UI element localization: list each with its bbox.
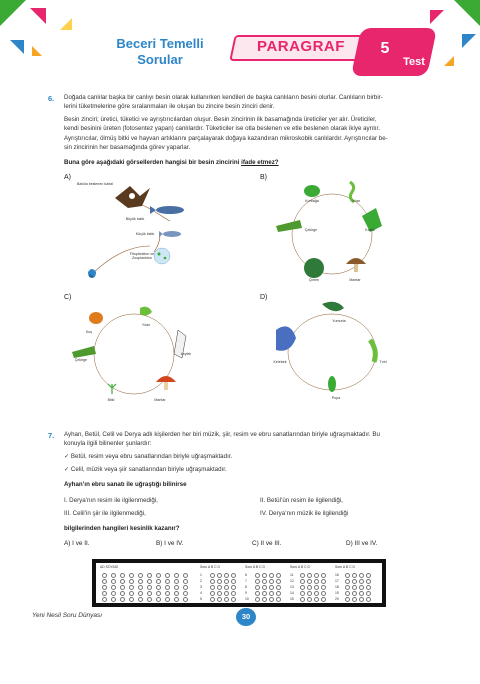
- answer-bubble[interactable]: [269, 591, 274, 596]
- question-6-stem-emphasis: ifade etmez?: [241, 159, 279, 166]
- answer-bubble[interactable]: [217, 573, 222, 578]
- answer-bubble[interactable]: [307, 597, 312, 602]
- fact-1-text: Betül, resim veya ebru sanatlarından biriyle uğraşmaktadır.: [70, 453, 233, 460]
- name-bubble[interactable]: [102, 573, 107, 578]
- question-6-stem: [64, 158, 444, 167]
- answer-bubble[interactable]: [321, 591, 326, 596]
- name-bubble[interactable]: [138, 591, 143, 596]
- name-bubble[interactable]: [120, 585, 125, 590]
- answer-bubble[interactable]: [276, 579, 281, 584]
- answer-bubble[interactable]: [276, 573, 281, 578]
- answer-bubble[interactable]: [366, 597, 371, 602]
- name-bubble[interactable]: [183, 573, 188, 578]
- name-bubble[interactable]: [165, 579, 170, 584]
- answer-bubble[interactable]: [352, 591, 357, 596]
- name-bubble[interactable]: [183, 597, 188, 602]
- question-number-label: 18: [335, 585, 339, 589]
- answer-bubble[interactable]: [217, 579, 222, 584]
- name-bubble[interactable]: [156, 597, 161, 602]
- check-icon: ✓: [64, 466, 70, 473]
- option-b-label-2: Yılan: [351, 199, 361, 203]
- name-bubble[interactable]: [129, 573, 134, 578]
- question-number-label: 20: [335, 597, 339, 601]
- answer-bubble[interactable]: [269, 579, 274, 584]
- name-bubble[interactable]: [147, 591, 152, 596]
- answer-column-header: Soru A B C D: [245, 565, 265, 569]
- option-a-label-5: Su: [88, 274, 94, 278]
- answer-bubble[interactable]: [300, 579, 305, 584]
- name-bubble[interactable]: [147, 579, 152, 584]
- question-number-label: 7: [245, 579, 247, 583]
- name-bubble[interactable]: [138, 579, 143, 584]
- question-number-label: 15: [290, 597, 294, 601]
- fact-2: [64, 466, 227, 473]
- question-number-label: 13: [290, 585, 294, 589]
- answer-bubble[interactable]: [359, 585, 364, 590]
- answer-bubble[interactable]: [262, 585, 267, 590]
- section-title-line1: Beceri Temelli: [116, 36, 204, 51]
- name-bubble[interactable]: [129, 585, 134, 590]
- section-title: [104, 36, 216, 68]
- option-c-label-6: Mantar: [154, 398, 166, 402]
- name-bubble[interactable]: [183, 585, 188, 590]
- answer-bubble[interactable]: [352, 579, 357, 584]
- option-c-letter[interactable]: C): [64, 294, 72, 301]
- name-bubble[interactable]: [156, 573, 161, 578]
- caterpillar-icon: [370, 340, 375, 362]
- name-bubble[interactable]: [165, 585, 170, 590]
- name-bubble[interactable]: [138, 573, 143, 578]
- option-d-life-cycle-diagram: [266, 296, 396, 408]
- answer-bubble[interactable]: [269, 585, 274, 590]
- snake-icon: [140, 307, 152, 316]
- answer-bubble[interactable]: [224, 585, 229, 590]
- answer-bubble[interactable]: [255, 597, 260, 602]
- answer-bubble[interactable]: [366, 585, 371, 590]
- q6-p2-line4: sin zincirinin her basamağında görev yaparlar.: [64, 144, 191, 152]
- answer-sheet: [96, 563, 382, 603]
- option-c-label-2: Yılan: [141, 323, 151, 327]
- answer-bubble[interactable]: [262, 579, 267, 584]
- answer-bubble[interactable]: [300, 597, 305, 602]
- answer-bubble[interactable]: [210, 597, 215, 602]
- question-number-label: 19: [335, 591, 339, 595]
- answer-bubble[interactable]: [314, 597, 319, 602]
- name-bubble[interactable]: [129, 597, 134, 602]
- name-bubble[interactable]: [147, 573, 152, 578]
- section-title-line2: Sorular: [137, 52, 183, 67]
- option-a-label-3: Küçük balık: [135, 232, 155, 236]
- answer-d[interactable]: D) III ve IV.: [346, 540, 378, 547]
- name-bubble[interactable]: [129, 591, 134, 596]
- answer-bubble[interactable]: [276, 591, 281, 596]
- answer-column-header: Soru A B C D: [290, 565, 310, 569]
- answer-bubble[interactable]: [210, 579, 215, 584]
- name-bubble[interactable]: [183, 579, 188, 584]
- answer-bubble[interactable]: [276, 585, 281, 590]
- fact-2-text: Celil, müzik veya şiir sanatlarından biriyle uğraşmaktadır.: [70, 466, 227, 473]
- answer-column-header: Soru A B C D: [200, 565, 220, 569]
- answer-bubble[interactable]: [352, 597, 357, 602]
- name-bubble[interactable]: [102, 585, 107, 590]
- answer-bubble[interactable]: [231, 579, 236, 584]
- question-number-label: 6: [245, 573, 247, 577]
- answer-bubble[interactable]: [359, 579, 364, 584]
- question-6-paragraph-2: [64, 115, 444, 153]
- name-bubble[interactable]: [111, 573, 116, 578]
- answer-bubble[interactable]: [366, 573, 371, 578]
- answer-bubble[interactable]: [321, 597, 326, 602]
- question-number-label: 4: [200, 591, 202, 595]
- answer-bubble[interactable]: [321, 585, 326, 590]
- grass-icon: [304, 258, 324, 278]
- answer-bubble[interactable]: [262, 597, 267, 602]
- answer-bubble[interactable]: [231, 591, 236, 596]
- answer-bubble[interactable]: [359, 597, 364, 602]
- small-fish-icon: [159, 231, 181, 237]
- name-bubble[interactable]: [111, 579, 116, 584]
- test-number: 5: [380, 40, 390, 57]
- name-bubble[interactable]: [165, 597, 170, 602]
- option-c-label-4: Leylek: [180, 352, 192, 356]
- answer-bubble[interactable]: [345, 585, 350, 590]
- answer-bubble[interactable]: [321, 579, 326, 584]
- option-a-label-1: Balıkla beslenen kartal: [76, 182, 114, 186]
- q6-p2-line3: Ayrıştırıcılar, ölmüş bitki ve hayvan artıklarını parçalayarak doğaya kazandıran mikroskobik canlılardır. Ayrıştırıcılar be-: [64, 134, 388, 142]
- option-c-label-3: Çekirge: [74, 358, 88, 362]
- question-number-label: 2: [200, 579, 202, 583]
- answer-bubble[interactable]: [276, 597, 281, 602]
- name-bubble[interactable]: [165, 573, 170, 578]
- answer-bubble[interactable]: [307, 591, 312, 596]
- name-bubble[interactable]: [120, 597, 125, 602]
- pupa-icon: [328, 376, 336, 392]
- answer-bubble[interactable]: [217, 585, 222, 590]
- question-7-item-4: IV. Derya’nın müzik ile ilgilendiği: [260, 510, 349, 517]
- answer-bubble[interactable]: [359, 573, 364, 578]
- answer-b[interactable]: B) I ve IV.: [156, 540, 184, 547]
- name-bubble[interactable]: [183, 591, 188, 596]
- test-label: Test: [403, 56, 425, 68]
- name-bubble[interactable]: [111, 591, 116, 596]
- name-bubble[interactable]: [120, 579, 125, 584]
- option-c-label-1: Kuş: [85, 330, 93, 334]
- answer-bubble[interactable]: [352, 585, 357, 590]
- option-d-label-1: Yumurta: [332, 319, 346, 323]
- answer-bubble[interactable]: [269, 597, 274, 602]
- question-number-label: 8: [245, 585, 247, 589]
- name-bubble[interactable]: [156, 579, 161, 584]
- option-d-letter[interactable]: D): [260, 294, 268, 301]
- answer-bubble[interactable]: [300, 573, 305, 578]
- name-bubble[interactable]: [174, 591, 179, 596]
- answer-bubble[interactable]: [255, 591, 260, 596]
- answer-bubble[interactable]: [314, 591, 319, 596]
- name-bubble[interactable]: [102, 597, 107, 602]
- name-bubble[interactable]: [165, 591, 170, 596]
- answer-bubble[interactable]: [314, 579, 319, 584]
- question-number-label: 9: [245, 591, 247, 595]
- answer-column-header: Soru A B C D: [335, 565, 355, 569]
- answer-bubble[interactable]: [300, 591, 305, 596]
- name-bubble[interactable]: [174, 573, 179, 578]
- answer-bubble[interactable]: [224, 573, 229, 578]
- answer-bubble[interactable]: [255, 579, 260, 584]
- answer-sheet-name-label: AD SOYADI: [100, 565, 119, 569]
- name-bubble[interactable]: [147, 597, 152, 602]
- question-number-label: 5: [200, 597, 202, 601]
- q6-p2-line2: kendi besinini üreten (fotosentez yapan) canlılardır. Tüketiciler ise otla beslenen ve etle beslenen olarak ikiye ayrılır.: [64, 125, 380, 133]
- q6-p2-line1: Besin zinciri; üretici, tüketici ve ayrıştırıcılardan oluşur. Besin zincirinin ilk basamağında üreticiler yer alır. Üreticiler,: [64, 116, 377, 123]
- answer-bubble[interactable]: [314, 573, 319, 578]
- question-number-label: 10: [245, 597, 249, 601]
- answer-bubble[interactable]: [224, 597, 229, 602]
- mushroom-icon: [346, 258, 366, 272]
- answer-bubble[interactable]: [217, 591, 222, 596]
- answer-bubble[interactable]: [210, 591, 215, 596]
- answer-bubble[interactable]: [231, 573, 236, 578]
- option-d-label-2: Kelebek: [273, 360, 287, 364]
- answer-bubble[interactable]: [307, 579, 312, 584]
- option-b-label-6: Mantar: [349, 278, 361, 282]
- answer-bubble[interactable]: [345, 591, 350, 596]
- name-bubble[interactable]: [102, 591, 107, 596]
- question-7-stem: bilgilerinden hangileri kesinlik kazanır?: [64, 525, 180, 532]
- question-7-intro: [64, 430, 444, 449]
- question-6-number: 6.: [48, 94, 55, 103]
- check-icon: ✓: [64, 453, 70, 460]
- option-b-label-1: Kurbağa: [305, 199, 319, 203]
- answer-bubble[interactable]: [314, 585, 319, 590]
- question-7-item-1: I. Derya’nın resim ile ilgilenmediği,: [64, 497, 158, 504]
- option-d-label-4: Pupa: [331, 396, 341, 400]
- answer-bubble[interactable]: [345, 597, 350, 602]
- question-number-label: 11: [290, 573, 294, 577]
- question-number-label: 3: [200, 585, 202, 589]
- answer-bubble[interactable]: [262, 591, 267, 596]
- subject-banner-text: PARAGRAF: [257, 38, 345, 55]
- name-bubble[interactable]: [138, 597, 143, 602]
- question-7-condition: Ayhan’ın ebru sanatı ile uğraştığı bilinirse: [64, 481, 187, 488]
- q7-intro-line1: Ayhan, Betül, Celil ve Derya adlı kişilerden her biri müzik, şiir, resim ve ebru sanatlarından biriyle uğraşmaktadır. Bu: [64, 431, 380, 438]
- grasshopper-icon: [276, 220, 302, 232]
- question-7-item-3: III. Celil’in şiir ile ilgilenmediği,: [64, 510, 146, 517]
- answer-bubble[interactable]: [269, 573, 274, 578]
- name-bubble[interactable]: [102, 579, 107, 584]
- bird-icon: [89, 312, 103, 324]
- option-b-letter[interactable]: B): [260, 174, 267, 181]
- question-number-label: 12: [290, 579, 294, 583]
- name-bubble[interactable]: [129, 579, 134, 584]
- leaf-eggs-icon: [322, 302, 344, 311]
- fact-1: [64, 453, 232, 460]
- grasshopper-icon: [72, 346, 96, 358]
- name-bubble[interactable]: [120, 573, 125, 578]
- q6-p1-line2: lerini tüketmelerine göre sıralanmaları ile oluşan bu zincire besin zinciri denir.: [64, 103, 275, 111]
- question-number-label: 1: [200, 573, 202, 577]
- answer-bubble[interactable]: [255, 573, 260, 578]
- answer-bubble[interactable]: [300, 585, 305, 590]
- answer-bubble[interactable]: [231, 597, 236, 602]
- option-a-letter[interactable]: A): [64, 174, 71, 181]
- answer-c[interactable]: C) II ve III.: [252, 540, 282, 547]
- big-fish-icon: [150, 206, 184, 214]
- name-bubble[interactable]: [174, 597, 179, 602]
- answer-bubble[interactable]: [307, 573, 312, 578]
- answer-bubble[interactable]: [345, 579, 350, 584]
- question-number-label: 17: [335, 579, 339, 583]
- answer-bubble[interactable]: [359, 591, 364, 596]
- butterfly-icon: [276, 326, 296, 350]
- answer-bubble[interactable]: [210, 585, 215, 590]
- answer-bubble[interactable]: [224, 591, 229, 596]
- question-6-paragraph-1: [64, 93, 444, 112]
- question-6-stem-text: Buna göre aşağıdaki görsellerden hangisi bir besin zincirini: [64, 159, 240, 166]
- answer-bubble[interactable]: [217, 597, 222, 602]
- series-name: Yeni Nesil Soru Dünyası: [32, 612, 103, 619]
- option-b-food-chain-diagram: [266, 176, 396, 288]
- question-number-label: 14: [290, 591, 294, 595]
- answer-bubble[interactable]: [210, 573, 215, 578]
- name-bubble[interactable]: [174, 585, 179, 590]
- answer-bubble[interactable]: [366, 579, 371, 584]
- mushroom-icon: [156, 376, 176, 390]
- name-bubble[interactable]: [111, 585, 116, 590]
- question-7-item-2: II. Betül’ün resim ile ilgilendiği,: [260, 497, 343, 504]
- answer-bubble[interactable]: [345, 573, 350, 578]
- option-d-label-3: Tırtıl: [379, 360, 387, 364]
- name-bubble[interactable]: [147, 585, 152, 590]
- eagle-icon: [115, 186, 150, 208]
- frog-icon: [304, 185, 320, 197]
- answer-a[interactable]: A) I ve II.: [64, 540, 90, 547]
- option-b-label-4: Kartal: [365, 228, 375, 232]
- option-b-label-3: Çekirge: [304, 228, 318, 232]
- q6-p1-line1: Doğada canlılar başka bir canlıyı besin olarak kullanırken kendileri de başka canlıların besini olurlar. Canlıların birbir-: [64, 94, 383, 101]
- name-bubble[interactable]: [111, 597, 116, 602]
- answer-bubble[interactable]: [262, 573, 267, 578]
- name-bubble[interactable]: [156, 591, 161, 596]
- option-a-label-4: Fitoplankton ve Zooplankton: [129, 252, 155, 260]
- q7-intro-line2: konuyla ilgili bilinenler şunlardır:: [64, 440, 152, 448]
- option-b-label-5: Çimen: [308, 278, 320, 282]
- question-number-label: 16: [335, 573, 339, 577]
- option-a-label-2: Büyük balık: [125, 217, 145, 221]
- name-bubble[interactable]: [120, 591, 125, 596]
- name-bubble[interactable]: [156, 585, 161, 590]
- answer-bubble[interactable]: [366, 591, 371, 596]
- question-7-number: 7.: [48, 431, 55, 440]
- answer-bubble[interactable]: [352, 573, 357, 578]
- answer-bubble[interactable]: [307, 585, 312, 590]
- name-bubble[interactable]: [174, 579, 179, 584]
- answer-bubble[interactable]: [231, 585, 236, 590]
- answer-bubble[interactable]: [321, 573, 326, 578]
- name-bubble[interactable]: [138, 585, 143, 590]
- answer-bubble[interactable]: [255, 585, 260, 590]
- page-number: 30: [236, 608, 256, 626]
- option-c-label-5: Bitki: [107, 398, 115, 402]
- answer-bubble[interactable]: [224, 579, 229, 584]
